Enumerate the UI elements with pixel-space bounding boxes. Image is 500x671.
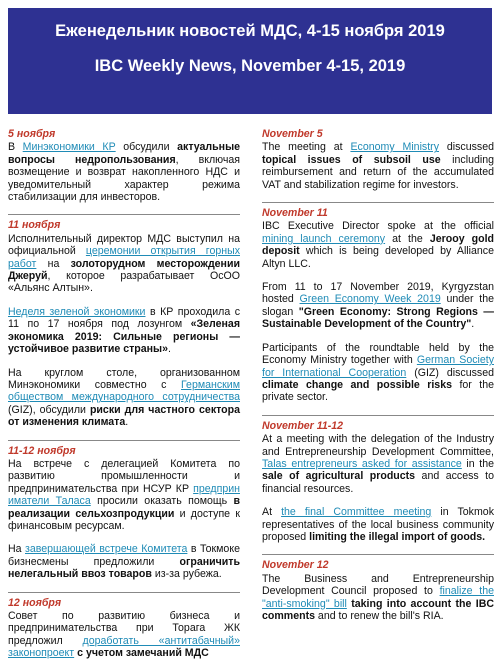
text: На bbox=[8, 543, 26, 556]
link-giz[interactable]: Германским обществом международного сотрудничества bbox=[8, 378, 240, 404]
news-item bbox=[262, 128, 494, 191]
highlight: в реализации сельхозпродукции bbox=[8, 495, 240, 520]
news-item bbox=[262, 281, 494, 331]
text: просили оказать помощь bbox=[90, 495, 234, 508]
text: At bbox=[262, 506, 282, 519]
news-item bbox=[8, 367, 240, 429]
news-item bbox=[262, 342, 494, 404]
news-date: November 11-12 bbox=[262, 419, 344, 432]
highlight: taking into account the IBC comments bbox=[262, 597, 494, 622]
text: At a meeting with the delegation of the Industry and Entrepreneurship Development Committee, bbox=[262, 433, 494, 458]
text: , которое разрабатывает ОсОО «Альянс Алтын». bbox=[8, 270, 240, 295]
link-economy-ministry[interactable]: Economy Ministry bbox=[350, 141, 439, 154]
highlight: золоторудном месторождении Джеруй bbox=[8, 257, 240, 283]
text: из-за рубежа. bbox=[151, 568, 222, 581]
highlight: climate change and possible risks bbox=[262, 378, 452, 391]
text: в Токмоке бизнесмены предложили bbox=[8, 543, 240, 568]
text: The meeting at bbox=[262, 141, 351, 154]
text: and to renew the bill's RIA. bbox=[314, 610, 444, 622]
text: На круглом столе, организованном Минэкономики совместно с bbox=[8, 366, 240, 391]
text: in Tokmok representatives of the local business community proposed bbox=[262, 506, 494, 543]
column-russian bbox=[8, 128, 240, 671]
highlight: с учетом замечаний МДС bbox=[77, 647, 209, 660]
highlight: «Зеленая экономика 2019: Сильные регионы — устойчивое развитие страны» bbox=[8, 318, 240, 356]
link-talas[interactable]: предприн иматели Таласа bbox=[8, 482, 240, 508]
text: in the bbox=[461, 457, 494, 470]
link-giz[interactable]: German Society for International Cooperation bbox=[262, 354, 494, 379]
link-economy-ministry[interactable]: Минэкономики КР bbox=[22, 141, 116, 154]
news-date: 11-12 ноября bbox=[8, 444, 76, 457]
text: under the slogan bbox=[262, 293, 494, 318]
news-date: November 12 bbox=[262, 559, 329, 572]
highlight: актуальные вопросы недропользования bbox=[8, 141, 241, 166]
text: including reimbursement and return of the accumulated VAT and stabilization regime for investors. bbox=[262, 153, 495, 191]
news-item bbox=[8, 543, 240, 580]
link-ceremony[interactable]: церемонии открытия горных работ bbox=[8, 245, 240, 270]
news-date: November 11 bbox=[262, 207, 328, 220]
link-antismoking-bill[interactable]: доработать «антитабачный» законопроект bbox=[8, 634, 240, 660]
text: From 11 to 17 November 2019, Kyrgyzstan hosted bbox=[262, 281, 494, 306]
text: at the bbox=[385, 232, 430, 245]
text: На встрече с делегацией Комитета по развитию промышленности и предпринимательства при НСУР КР bbox=[8, 457, 240, 495]
link-final-meeting[interactable]: завершающей встрече Комитета bbox=[25, 543, 188, 556]
text: обсудили bbox=[115, 141, 178, 154]
text: . bbox=[168, 343, 171, 356]
title-english: IBC Weekly News, November 4-15, 2019 bbox=[94, 57, 406, 75]
highlight: limiting the illegal import of goods. bbox=[309, 530, 486, 543]
news-item bbox=[262, 506, 494, 543]
divider bbox=[8, 592, 240, 593]
news-item bbox=[8, 597, 240, 660]
highlight: sale of agricultural products bbox=[262, 470, 416, 483]
text: (GIZ) discussed bbox=[406, 366, 494, 379]
text: Исполнительный директор МДС выступил на официальной bbox=[8, 232, 240, 258]
text: Participants of the roundtable held by the Economy Ministry together with bbox=[262, 341, 494, 367]
news-item bbox=[262, 420, 494, 495]
text: discussed bbox=[439, 141, 494, 154]
link-talas[interactable]: Talas entrepreneurs asked for assistance bbox=[262, 457, 462, 470]
link-green-week[interactable]: Green Economy Week 2019 bbox=[299, 293, 441, 306]
news-date: November 5 bbox=[262, 128, 323, 140]
link-antismoking-bill[interactable]: finalize the "anti-smoking" bill bbox=[262, 585, 494, 610]
divider bbox=[262, 202, 494, 203]
text: The Business and Entrepreneurship Development Council proposed to bbox=[262, 572, 494, 598]
text: . bbox=[471, 318, 475, 331]
news-date: 12 ноября bbox=[8, 596, 62, 609]
title-russian: Еженедельник новостей МДС, 4-15 ноября 2019 bbox=[55, 22, 445, 40]
highlight: topical issues of subsoil use bbox=[262, 153, 441, 166]
text: (GIZ), обсудили bbox=[8, 403, 90, 416]
text: В bbox=[8, 141, 23, 154]
column-english bbox=[262, 128, 494, 633]
news-date: 5 ноября bbox=[8, 128, 56, 140]
text: . bbox=[125, 416, 129, 429]
text: на bbox=[36, 257, 71, 270]
news-item bbox=[8, 445, 240, 533]
link-ceremony[interactable]: mining launch ceremony bbox=[262, 232, 386, 245]
highlight: риски для частного сектора от изменения климата bbox=[8, 403, 240, 429]
text: и доступе к финансовым ресурсам. bbox=[8, 507, 240, 532]
divider bbox=[262, 415, 494, 416]
divider bbox=[262, 554, 494, 555]
news-item bbox=[8, 219, 240, 294]
news-date: 11 ноября bbox=[8, 219, 61, 232]
divider bbox=[8, 440, 240, 441]
newsletter-banner bbox=[8, 8, 492, 114]
news-item bbox=[262, 207, 494, 270]
text: and access to financial resources. bbox=[262, 470, 494, 495]
text: , включая возмещение и возврат накопленного НДС и уведомительный характер режима стабилизации для инвесторов. bbox=[8, 153, 240, 204]
highlight: "Green Economy: Strong Regions — Sustainable Development of the Country" bbox=[262, 305, 494, 331]
link-final-meeting[interactable]: the final Committee meeting bbox=[281, 506, 432, 519]
news-item bbox=[8, 306, 240, 356]
link-green-week[interactable]: Неделя зеленой экономики bbox=[8, 305, 146, 318]
text: IBC Executive Director spoke at the official bbox=[262, 220, 494, 233]
text: which is being developed by Alliance Altyn LLC. bbox=[262, 245, 494, 270]
divider bbox=[8, 214, 240, 215]
text: Совет по развитию бизнеса и предпринимательства при Торага ЖК предложил bbox=[8, 610, 240, 647]
text: for the private sector. bbox=[262, 378, 494, 404]
text: в КР проходила с 11 по 17 ноября под лозунгом bbox=[8, 305, 240, 331]
highlight: Jerooy gold deposit bbox=[262, 232, 495, 258]
news-item bbox=[262, 559, 494, 622]
highlight: ограничить нелегальный ввоз товаров bbox=[8, 555, 240, 581]
news-item bbox=[8, 128, 240, 203]
